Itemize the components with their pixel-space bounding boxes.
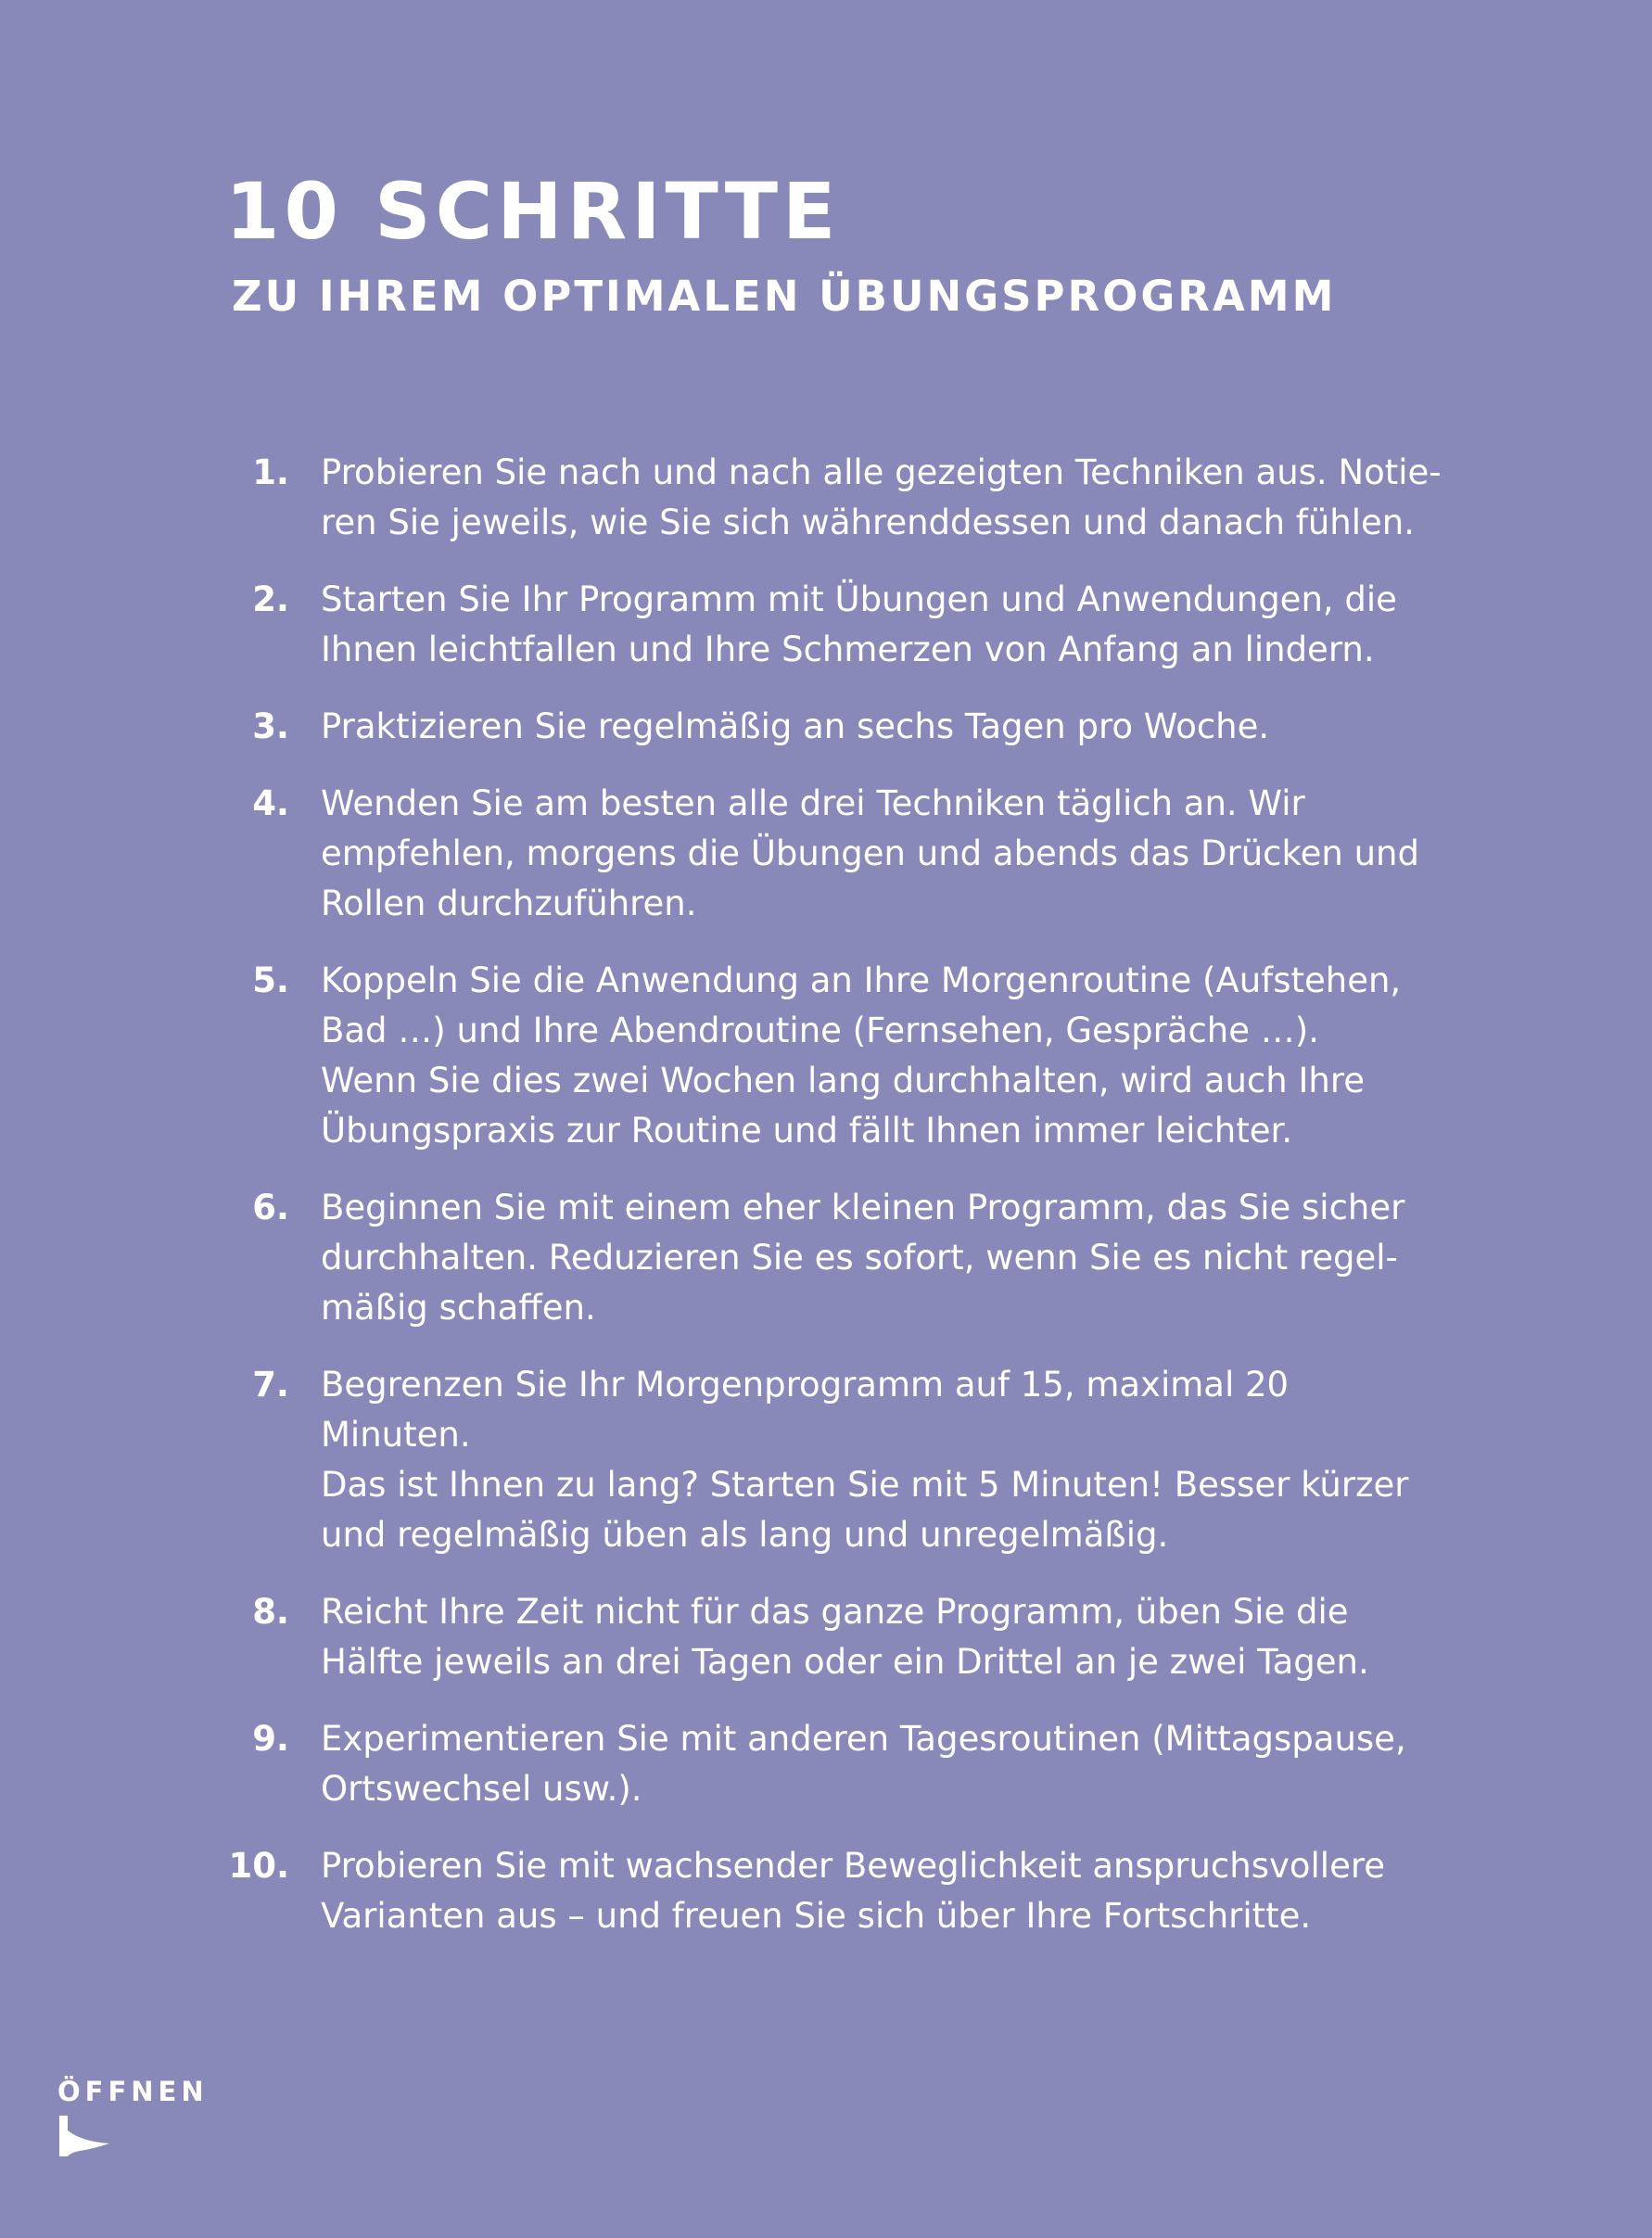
page-subtitle: ZU IHREM OPTIMALEN ÜBUNGSPROGRAMM: [232, 272, 1337, 321]
step-text: Koppeln Sie die Anwendung an Ihre Morgenroutine (Aufstehen, Bad …) und Ihre Abendroutine (Fernsehen, Gespräche …). Wenn Sie dies zwei Wochen lang durchhalten, wird auch Ihre Übungspraxis zur Routine und fällt Ihnen immer leichter.: [321, 960, 1402, 1151]
step-item: [222, 1183, 1446, 1333]
step-number: 4.: [252, 783, 289, 823]
steps-list: [222, 448, 1446, 1968]
step-number: 5.: [252, 960, 289, 1000]
step-number: 9.: [252, 1719, 289, 1759]
step-text: Experimentieren Sie mit anderen Tagesroutinen (Mittagspause, Ortswechsel usw.).: [321, 1719, 1406, 1809]
step-number: 2.: [252, 579, 289, 619]
step-number: 7.: [252, 1365, 289, 1405]
step-item: [222, 1360, 1446, 1560]
step-item: [222, 575, 1446, 675]
step-number: 1.: [252, 452, 289, 492]
step-text: Begrenzen Sie Ihr Morgenprogramm auf 15, maximal 20 Minuten. Das ist Ihnen zu lang? Starten Sie mit 5 Minuten! Besser kürzer und regelmäßig üben als lang und unregelmäßig.: [321, 1365, 1409, 1555]
step-text: Probieren Sie mit wachsender Beweglichkeit anspruchsvollere Varianten aus – und freuen Sie sich über Ihre Fortschritte.: [321, 1846, 1385, 1936]
publisher-logo: [57, 2075, 209, 2158]
publisher-name: ÖFFNEN: [57, 2076, 209, 2107]
step-item: [222, 956, 1446, 1156]
step-number: 10.: [228, 1846, 289, 1886]
step-text: Reicht Ihre Zeit nicht für das ganze Programm, üben Sie die Hälfte jeweils an drei Tagen oder ein Drittel an je zwei Tagen.: [321, 1592, 1369, 1682]
step-number: 8.: [252, 1592, 289, 1632]
step-item: [222, 1841, 1446, 1941]
step-text: Starten Sie Ihr Programm mit Übungen und Anwendungen, die Ihnen leichtfallen und Ihre Schmerzen von Anfang an lindern.: [321, 579, 1397, 669]
step-text: Praktizieren Sie regelmäßig an sechs Tagen pro Woche.: [321, 706, 1270, 746]
step-text: Wenden Sie am besten alle drei Techniken täglich an. Wir empfehlen, morgens die Übungen und abends das Drücken und Rollen durchzuführen.: [321, 783, 1419, 923]
step-number: 6.: [252, 1188, 289, 1227]
step-number: 3.: [252, 706, 289, 746]
flag-icon: [57, 2114, 122, 2158]
step-item: [222, 448, 1446, 548]
step-item: [222, 1714, 1446, 1814]
page-title: 10 SCHRITTE: [225, 166, 841, 257]
step-text: Beginnen Sie mit einem eher kleinen Programm, das Sie sicher durchhalten. Reduzieren Sie es sofort, wenn Sie es nicht regel- mäßig schaffen.: [321, 1188, 1405, 1328]
step-item: [222, 1587, 1446, 1687]
step-item: [222, 779, 1446, 929]
step-item: [222, 702, 1446, 752]
step-text: Probieren Sie nach und nach alle gezeigten Techniken aus. Notie- ren Sie jeweils, wie Sie sich währenddessen und danach fühlen.: [321, 452, 1442, 542]
